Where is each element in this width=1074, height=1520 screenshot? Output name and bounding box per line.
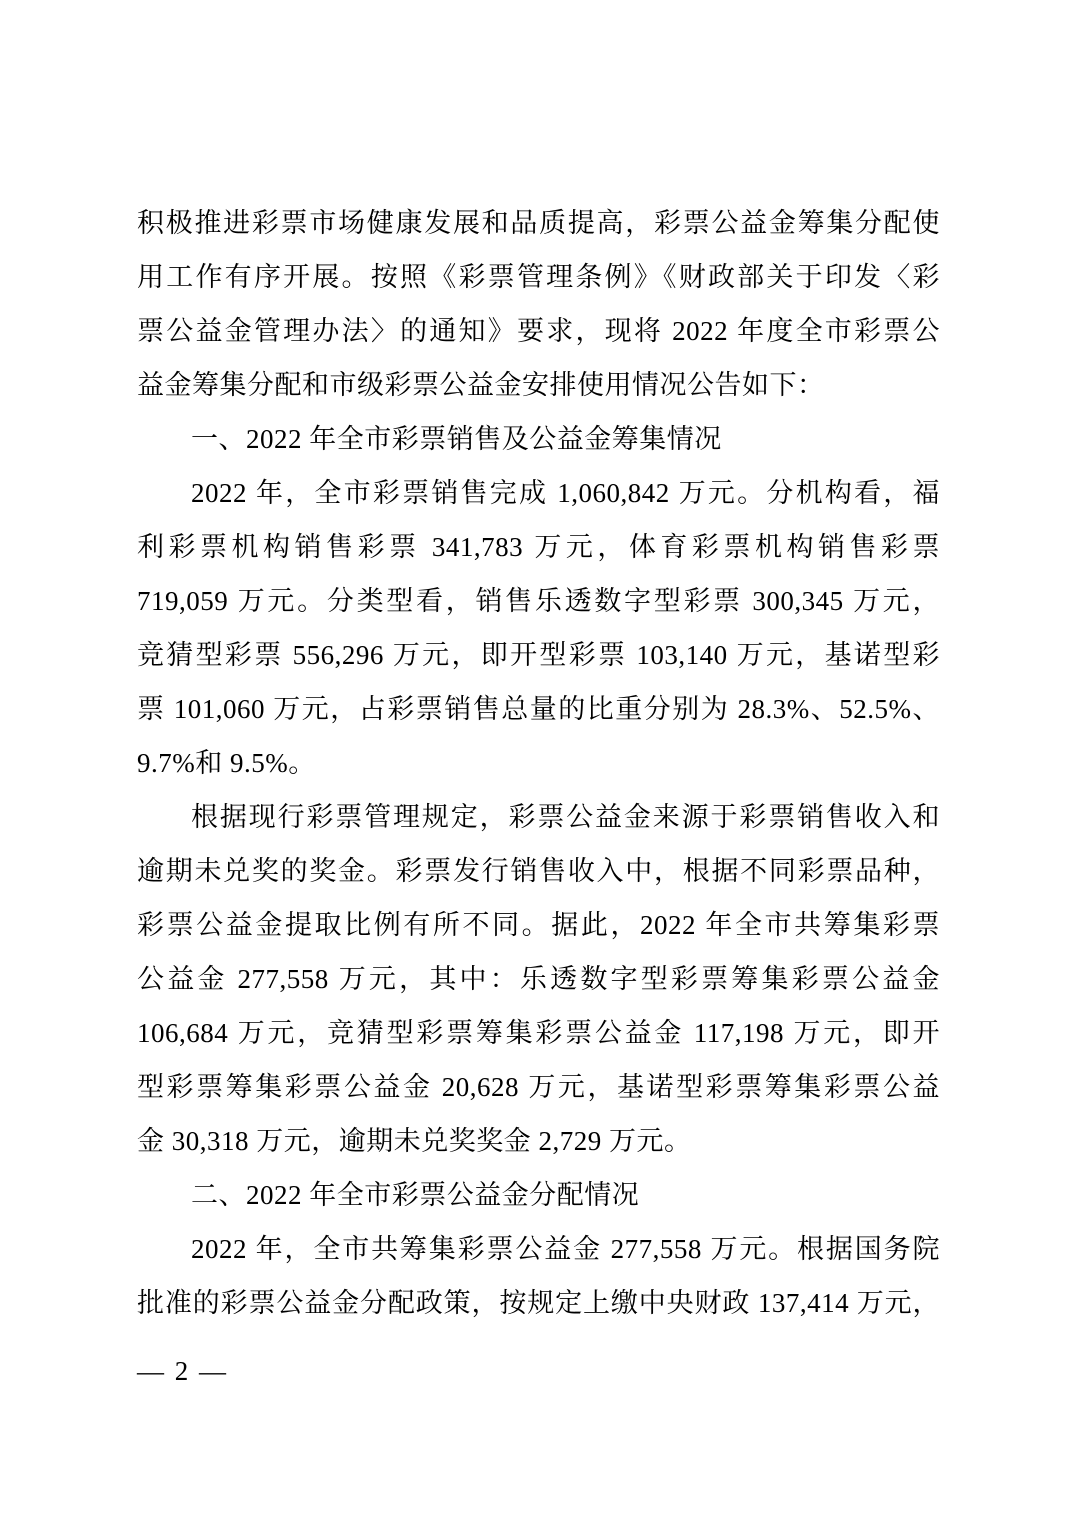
text-line: 2022 年，全市彩票销售完成 1,060,842 万元。分机构看，福 xyxy=(191,478,940,508)
text-line: 719,059 万元。分类型看，销售乐透数字型彩票 300,345 万元， xyxy=(137,586,940,616)
section-2-heading: 二、2022 年全市彩票公益金分配情况 xyxy=(191,1180,640,1210)
text-line: 用工作有序开展。按照《彩票管理条例》《财政部关于印发〈彩 xyxy=(137,262,940,292)
text-line: 2022 年，全市共筹集彩票公益金 277,558 万元。根据国务院 xyxy=(191,1234,940,1264)
text-line: 9.7%和 9.5%。 xyxy=(137,748,316,778)
text-line: 票 101,060 万元，占彩票销售总量的比重分别为 28.3%、52.5%、 xyxy=(137,694,940,724)
text-line: 金 30,318 万元，逾期未兑奖奖金 2,729 万元。 xyxy=(137,1126,692,1156)
section-1-heading: 一、2022 年全市彩票销售及公益金筹集情况 xyxy=(191,424,722,454)
text-line: 彩票公益金提取比例有所不同。据此，2022 年全市共筹集彩票 xyxy=(137,910,940,940)
page-number-footer xyxy=(137,1344,228,1398)
text-line: 竞猜型彩票 556,296 万元，即开型彩票 103,140 万元，基诺型彩 xyxy=(137,640,940,670)
text-line: 批准的彩票公益金分配政策，按规定上缴中央财政 137,414 万元， xyxy=(137,1288,940,1318)
text-line: 积极推进彩票市场健康发展和品质提高，彩票公益金筹集分配使 xyxy=(137,208,940,238)
document-body xyxy=(137,196,940,1330)
text-line: 利彩票机构销售彩票 341,783 万元，体育彩票机构销售彩票 xyxy=(137,532,940,562)
text-line: 根据现行彩票管理规定，彩票公益金来源于彩票销售收入和 xyxy=(191,802,940,832)
text-line: 型彩票筹集彩票公益金 20,628 万元，基诺型彩票筹集彩票公益 xyxy=(137,1072,940,1102)
text-line: 票公益金管理办法〉的通知》要求，现将 2022 年度全市彩票公 xyxy=(137,316,940,346)
text-line: 公益金 277,558 万元，其中：乐透数字型彩票筹集彩票公益金 xyxy=(137,964,940,994)
page-number-label: — 2 — xyxy=(137,1356,228,1386)
text-line: 106,684 万元，竞猜型彩票筹集彩票公益金 117,198 万元，即开 xyxy=(137,1018,940,1048)
text-line: 逾期未兑奖的奖金。彩票发行销售收入中，根据不同彩票品种， xyxy=(137,856,940,886)
text-line: 益金筹集分配和市级彩票公益金安排使用情况公告如下： xyxy=(137,370,825,400)
